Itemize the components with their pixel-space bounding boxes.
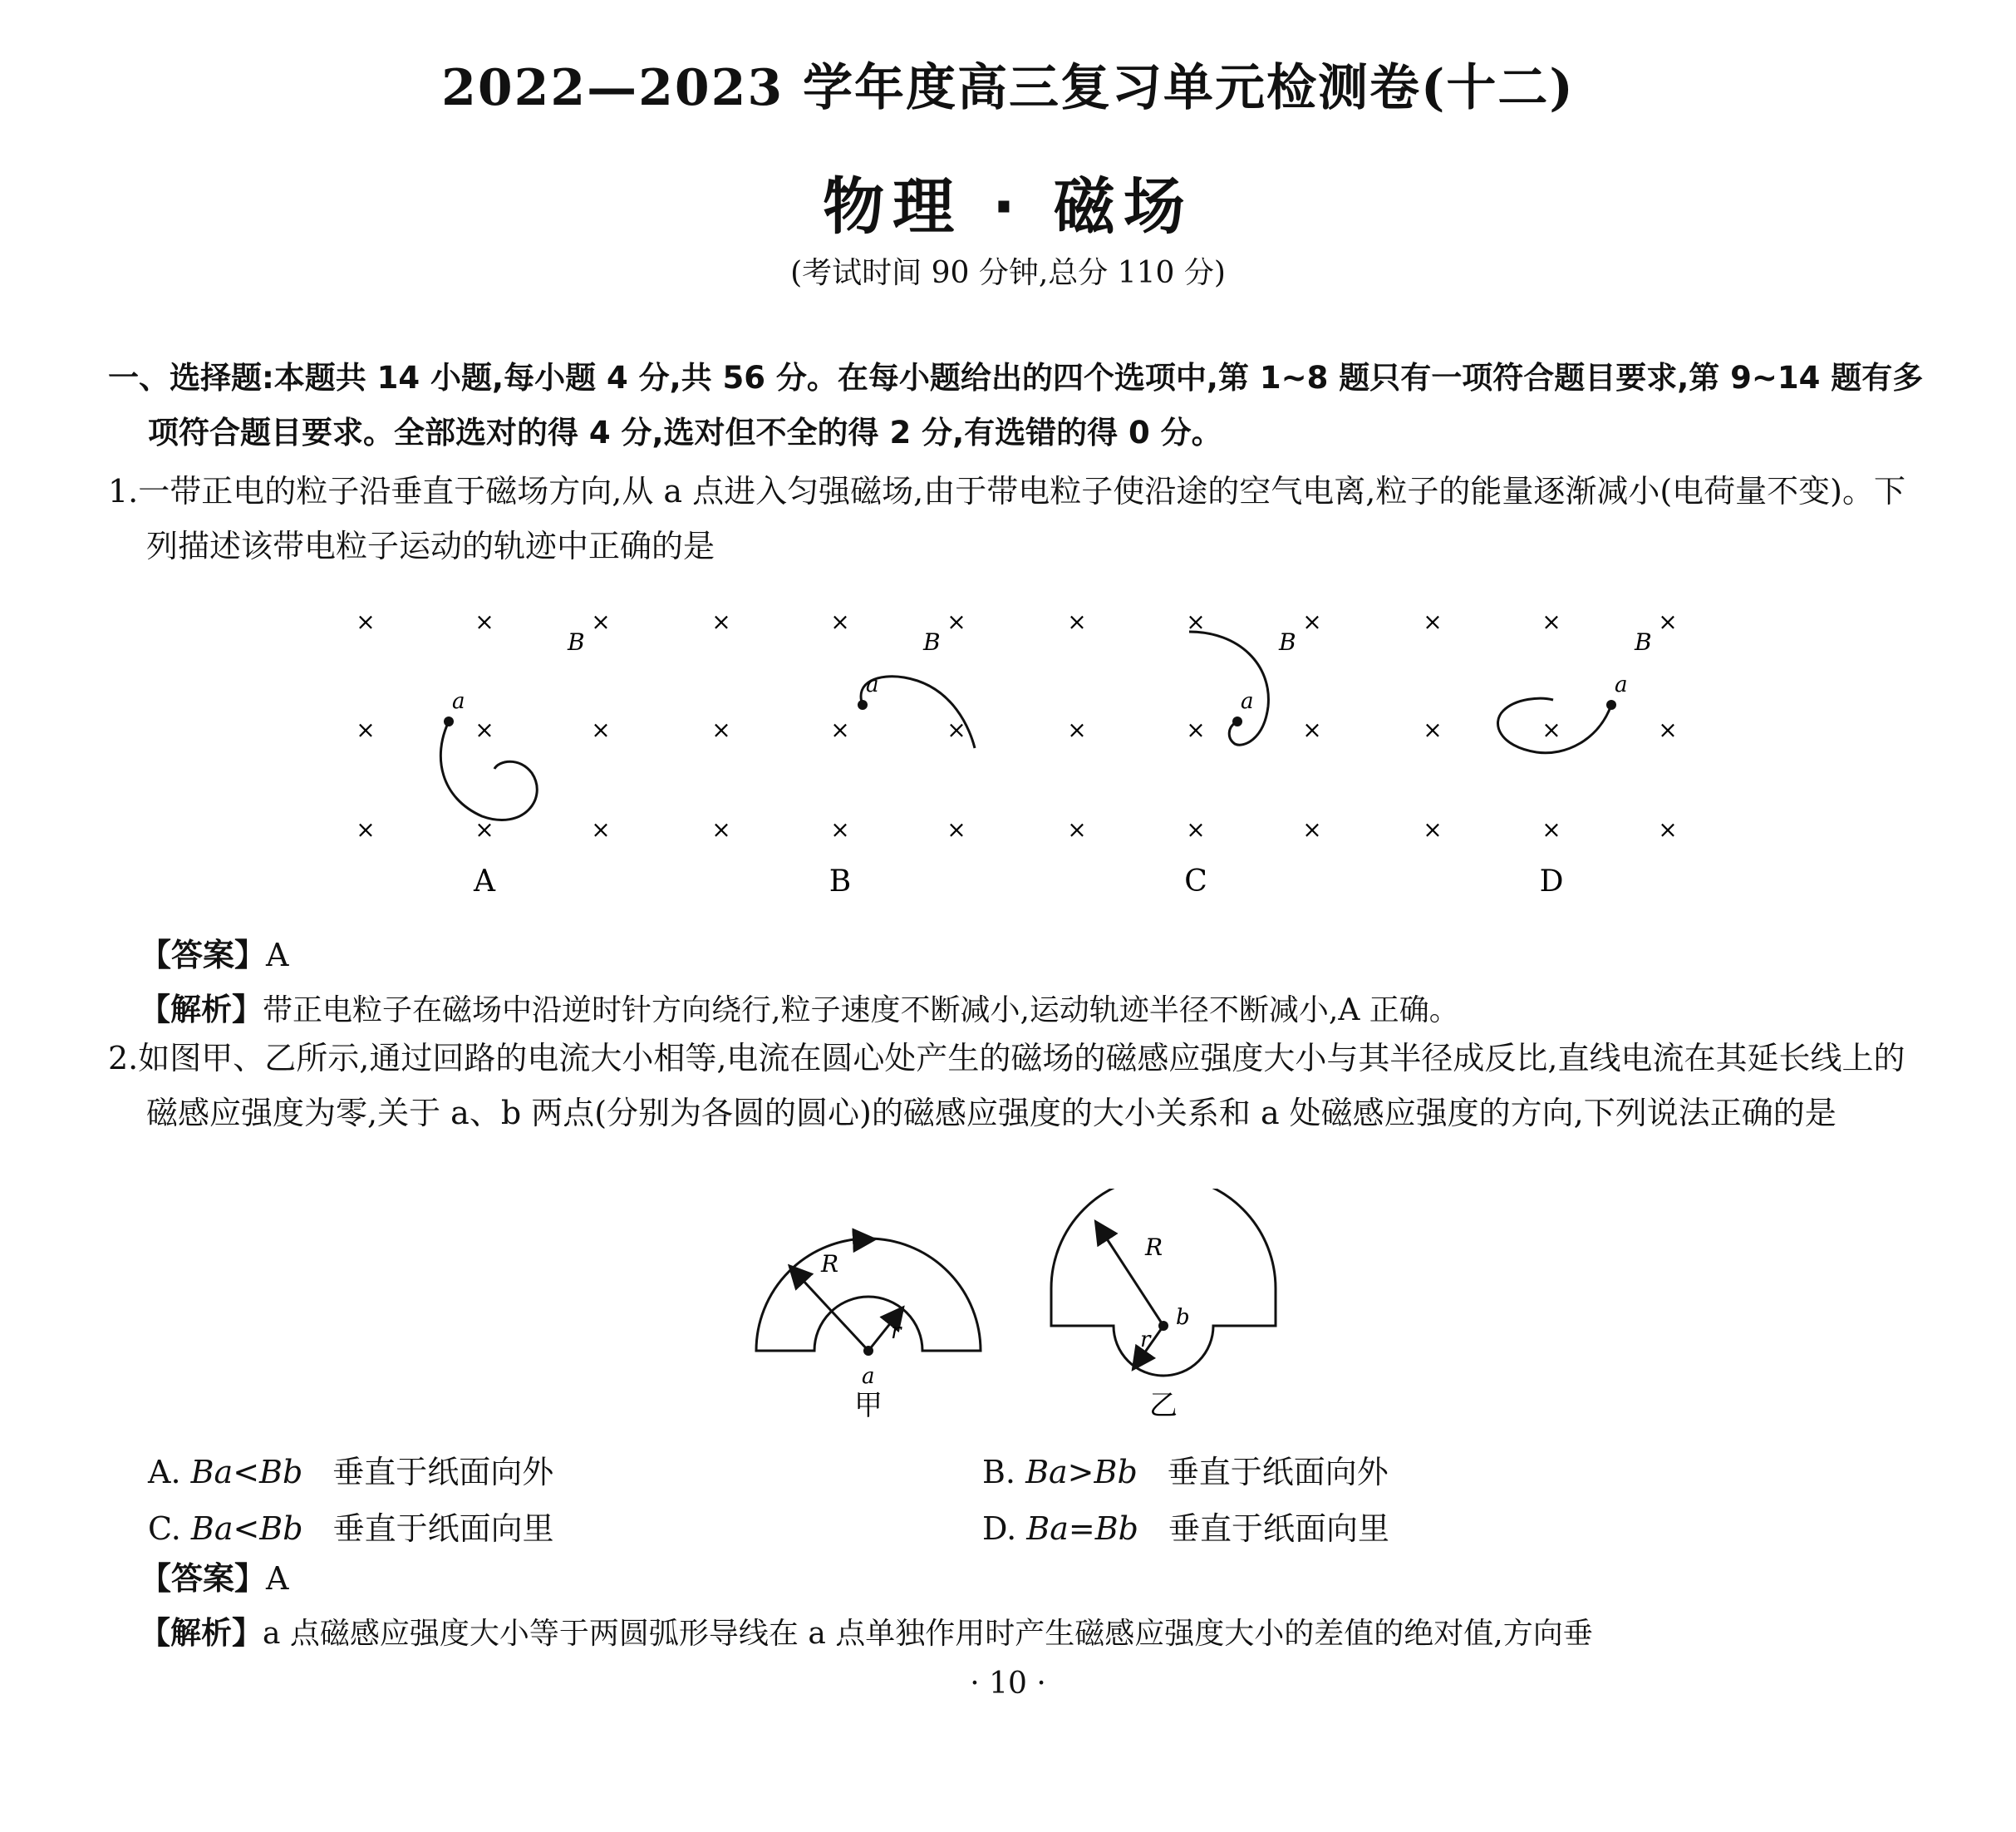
field-cross: × bbox=[474, 815, 494, 844]
entry-point-a bbox=[858, 700, 868, 710]
jia-current-arrow bbox=[856, 1239, 873, 1240]
question-1 bbox=[108, 464, 1925, 574]
field-cross: × bbox=[1658, 716, 1678, 744]
panel-label: B bbox=[829, 864, 852, 899]
field-cross: × bbox=[474, 608, 494, 636]
option-direction: 垂直于纸面向外 bbox=[1167, 1454, 1389, 1490]
field-cross: × bbox=[711, 608, 731, 636]
field-cross: × bbox=[1423, 608, 1443, 636]
exam-title: 2022—2023 学年度高三复习单元检测卷(十二) bbox=[441, 59, 1575, 117]
field-cross: × bbox=[1658, 608, 1678, 636]
option-letter: B. bbox=[982, 1454, 1026, 1490]
panel-label: D bbox=[1539, 864, 1564, 899]
option-direction: 垂直于纸面向外 bbox=[332, 1454, 554, 1490]
field-cross: × bbox=[830, 608, 850, 636]
figure-jia bbox=[756, 1239, 981, 1421]
yi-label-R: R bbox=[1145, 1234, 1163, 1261]
caption-jia: 甲 bbox=[854, 1389, 883, 1421]
q2-option-a bbox=[148, 1446, 553, 1492]
q1-panels bbox=[356, 608, 1677, 899]
field-label-b: B bbox=[1279, 628, 1296, 656]
page-number: · 10 · bbox=[970, 1667, 1046, 1701]
question-1-text: 一带正电的粒子沿垂直于磁场方向,从 a 点进入匀强磁场,由于带电粒子使沿途的空气电离,粒子的能量逐渐减小(电荷量不变)。下列描述该带电粒子运动的轨迹中正确的是 bbox=[138, 473, 1905, 564]
q2-explanation-tag: 【解析】 bbox=[140, 1615, 263, 1651]
field-cross: × bbox=[1423, 716, 1443, 744]
point-label-a: a bbox=[1241, 689, 1254, 714]
option-letter: D. bbox=[982, 1510, 1027, 1547]
field-cross: × bbox=[1542, 815, 1561, 844]
field-label-b: B bbox=[568, 628, 585, 656]
point-label-a: a bbox=[452, 689, 465, 714]
option-relation: Ba<Bb bbox=[190, 1510, 303, 1547]
field-cross: × bbox=[474, 716, 494, 744]
field-cross: × bbox=[1067, 815, 1087, 844]
field-cross: × bbox=[1302, 716, 1322, 744]
field-cross: × bbox=[1186, 716, 1206, 744]
jia-label-r: r bbox=[891, 1319, 902, 1344]
q1-explanation-text: 带正电粒子在磁场中沿逆时针方向绕行,粒子速度不断减小,运动轨迹半径不断减小,A 正确。 bbox=[263, 993, 1459, 1027]
yi-loop bbox=[1051, 1189, 1276, 1376]
entry-point-a bbox=[444, 717, 454, 726]
field-cross: × bbox=[1186, 815, 1206, 844]
question-1-number: 1. bbox=[108, 473, 139, 510]
field-cross: × bbox=[1186, 608, 1206, 636]
q1-answer-tag: 【答案】 bbox=[140, 937, 267, 973]
field-cross: × bbox=[591, 815, 611, 844]
caption-yi: 乙 bbox=[1149, 1389, 1178, 1421]
q1-panel-d bbox=[1423, 608, 1677, 899]
field-cross: × bbox=[1542, 716, 1561, 744]
option-direction: 垂直于纸面向里 bbox=[1168, 1510, 1389, 1547]
q1-answer bbox=[140, 929, 288, 975]
yi-label-b: b bbox=[1176, 1305, 1190, 1330]
q2-explanation bbox=[140, 1608, 1885, 1652]
field-cross: × bbox=[711, 815, 731, 844]
question-2 bbox=[108, 1031, 1925, 1140]
q2-figure bbox=[731, 1189, 1296, 1421]
point-b bbox=[1158, 1321, 1168, 1331]
point-a bbox=[863, 1346, 873, 1356]
question-2-text: 如图甲、乙所示,通过回路的电流大小相等,电流在圆心处产生的磁场的磁感应强度大小与其半径成反比,直线电流在其延长线上的磁感应强度为零,关于 a、b 两点(分别为各圆的圆心)的磁感应强度的大小关系和 a 处磁感应强度的方向,下列说法正确的是 bbox=[138, 1040, 1905, 1131]
jia-radius-R bbox=[791, 1268, 868, 1351]
q1-panel-b bbox=[711, 608, 975, 899]
field-cross: × bbox=[1067, 608, 1087, 636]
subject-title: 物理 · 磁场 bbox=[823, 171, 1193, 243]
jia-label-a: a bbox=[862, 1364, 875, 1389]
exam-info: (考试时间 90 分钟,总分 110 分) bbox=[790, 256, 1226, 290]
option-relation: Ba<Bb bbox=[190, 1454, 303, 1490]
field-cross: × bbox=[356, 716, 376, 744]
field-cross: × bbox=[356, 608, 376, 636]
panel-label: C bbox=[1184, 864, 1207, 899]
option-letter: C. bbox=[148, 1510, 191, 1547]
q1-panel-c bbox=[1067, 608, 1321, 899]
option-direction: 垂直于纸面向里 bbox=[332, 1510, 554, 1547]
field-cross: × bbox=[947, 716, 966, 744]
field-label-b: B bbox=[923, 628, 941, 656]
option-relation: Ba=Bb bbox=[1026, 1510, 1138, 1547]
field-cross: × bbox=[591, 608, 611, 636]
field-cross: × bbox=[1542, 608, 1561, 636]
field-cross: × bbox=[947, 608, 966, 636]
question-2-number: 2. bbox=[108, 1040, 139, 1076]
option-relation: Ba>Bb bbox=[1025, 1454, 1138, 1490]
field-cross: × bbox=[711, 716, 731, 744]
field-cross: × bbox=[1302, 815, 1322, 844]
section-instructions: 一、选择题:本题共 14 小题,每小题 4 分,共 56 分。在每小题给出的四个选项中,第 1~8 题只有一项符合题目要求,第 9~14 题有多项符合题目要求。全部选对的得 4 分,选对但不全的得 2 分,有选错的得 0 分。 bbox=[108, 360, 1924, 451]
field-cross: × bbox=[947, 815, 966, 844]
figure-yi bbox=[1051, 1189, 1276, 1421]
q2-answer-value: A bbox=[266, 1560, 289, 1597]
q2-option-b bbox=[982, 1446, 1389, 1492]
q1-answer-value: A bbox=[266, 937, 289, 973]
field-cross: × bbox=[1423, 815, 1443, 844]
q1-panel-a bbox=[356, 608, 610, 899]
field-cross: × bbox=[591, 716, 611, 744]
field-cross: × bbox=[1658, 815, 1678, 844]
jia-loop bbox=[756, 1239, 981, 1351]
option-letter: A. bbox=[148, 1454, 191, 1490]
field-cross: × bbox=[356, 815, 376, 844]
q2-answer bbox=[140, 1553, 288, 1598]
field-cross: × bbox=[1302, 608, 1322, 636]
field-label-b: B bbox=[1635, 628, 1652, 656]
field-cross: × bbox=[830, 716, 850, 744]
yi-label-r: r bbox=[1140, 1327, 1151, 1352]
point-label-a: a bbox=[866, 672, 879, 697]
q2-explanation-text: a 点磁感应强度大小等于两圆弧形导线在 a 点单独作用时产生磁感应强度大小的差值的绝对值,方向垂 bbox=[263, 1617, 1593, 1651]
q2-answer-tag: 【答案】 bbox=[140, 1560, 267, 1597]
q2-option-d bbox=[982, 1503, 1389, 1549]
q2-option-c bbox=[148, 1503, 554, 1549]
panel-label: A bbox=[474, 864, 495, 899]
q1-explanation bbox=[140, 984, 1885, 1029]
entry-point-a bbox=[1232, 717, 1242, 726]
field-cross: × bbox=[830, 815, 850, 844]
point-label-a: a bbox=[1615, 672, 1628, 697]
entry-point-a bbox=[1606, 700, 1616, 710]
jia-label-R: R bbox=[821, 1250, 839, 1278]
field-cross: × bbox=[1067, 716, 1087, 744]
q1-explanation-tag: 【解析】 bbox=[140, 992, 263, 1027]
q1-figure bbox=[332, 598, 1728, 914]
